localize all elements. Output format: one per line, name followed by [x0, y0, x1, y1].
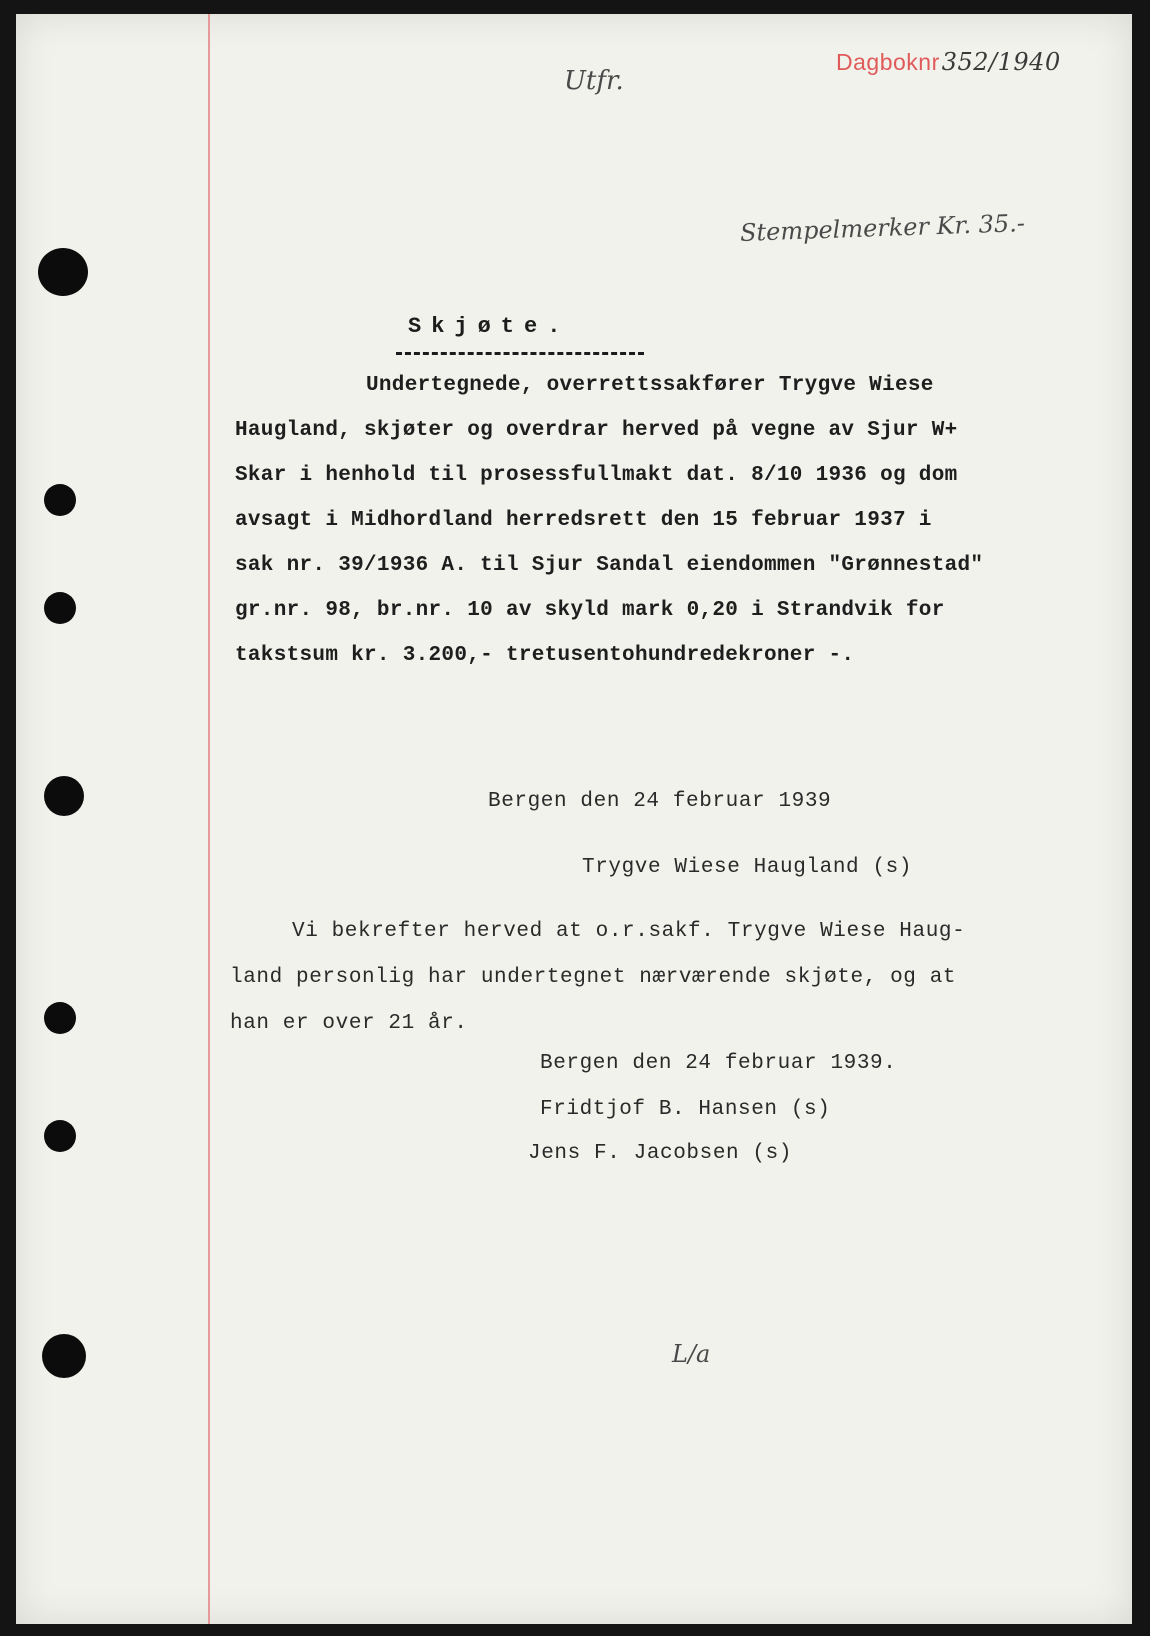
stamp-label: Dagboknr	[836, 49, 940, 75]
punch-hole	[44, 484, 76, 516]
paragraph-1-line: Skar i henhold til prosessfullmakt dat. 8/10 1936 og dom	[235, 464, 958, 487]
document-title: Skjøte.	[408, 314, 571, 339]
margin-line	[208, 14, 210, 1624]
paragraph-1-line: avsagt i Midhordland herredsrett den 15 februar 1937 i	[235, 509, 932, 532]
handwritten-stamp-fee: Stempelmerker Kr. 35.-	[739, 209, 1026, 247]
handwritten-initials: Utfr.	[564, 66, 624, 96]
handwritten-footer-mark: L/a	[672, 1340, 711, 1368]
paragraph-1-line: Haugland, skjøter og overdrar herved på vegne av Sjur W+	[235, 419, 958, 442]
punch-hole	[38, 248, 88, 296]
paragraph-2-line: han er over 21 år.	[230, 1012, 468, 1035]
signature: Trygve Wiese Haugland (s)	[582, 856, 913, 879]
paragraph-1-line: gr.nr. 98, br.nr. 10 av skyld mark 0,20 i Strandvik for	[235, 599, 945, 622]
paragraph-1-line: sak nr. 39/1936 A. til Sjur Sandal eiendommen "Grønnestad"	[235, 554, 984, 577]
witness-signature: Fridtjof B. Hansen (s)	[540, 1098, 831, 1121]
paragraph-2-line: Vi bekrefter herved at o.r.sakf. Trygve Wiese Haug-	[292, 920, 966, 943]
punch-hole	[44, 776, 84, 816]
title-underline	[396, 352, 644, 355]
punch-hole	[44, 592, 76, 624]
stamp-number: 352/1940	[941, 48, 1061, 76]
witness-signature: Jens F. Jacobsen (s)	[528, 1142, 793, 1165]
punch-hole	[44, 1002, 76, 1034]
punch-hole	[42, 1334, 86, 1378]
punch-hole	[44, 1120, 76, 1152]
paragraph-1-line: Undertegnede, overrettssakfører Trygve Wiese	[366, 374, 934, 397]
document-page	[16, 14, 1132, 1624]
paragraph-1-line: takstsum kr. 3.200,- tretusentohundredekroner -.	[235, 644, 855, 667]
place-date: Bergen den 24 februar 1939	[488, 790, 832, 813]
paragraph-2-line: land personlig har undertegnet nærværende skjøte, og at	[230, 966, 957, 989]
place-date: Bergen den 24 februar 1939.	[540, 1052, 897, 1075]
diary-number-stamp	[836, 48, 1061, 76]
